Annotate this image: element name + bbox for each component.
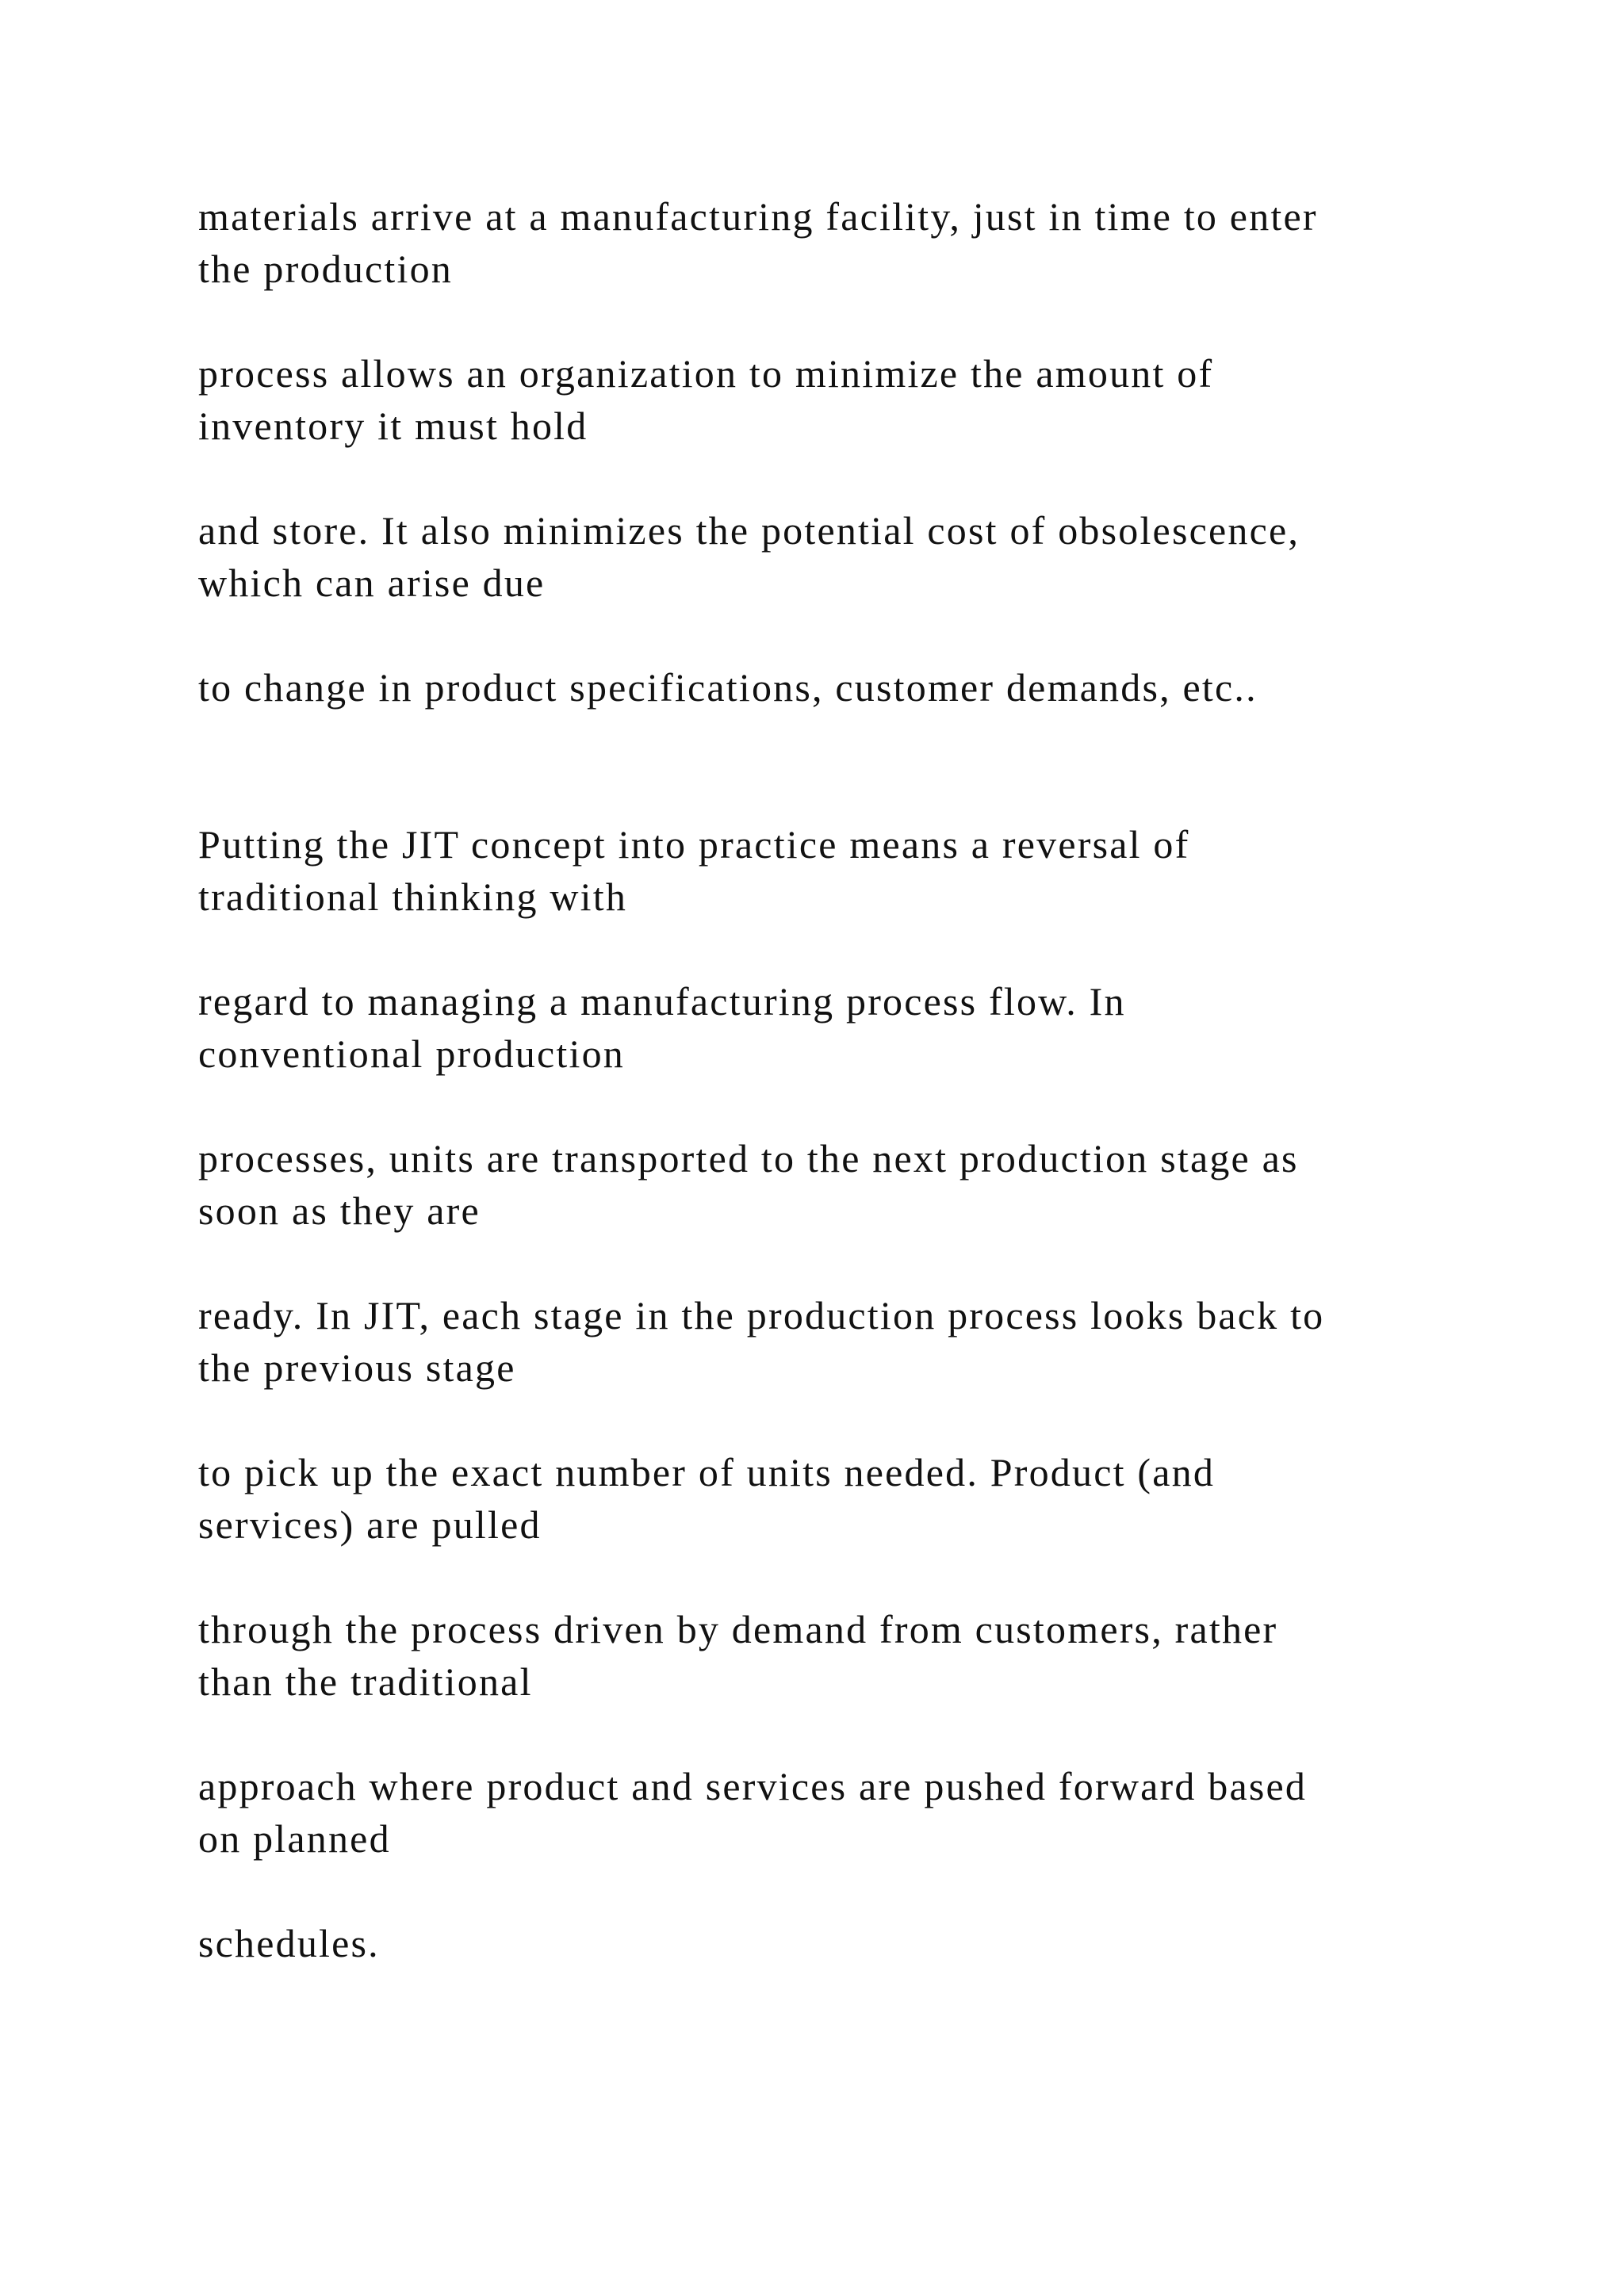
text-line: on planned xyxy=(198,1816,391,1861)
text-line: regard to managing a manufacturing process flow. In xyxy=(198,979,1126,1024)
paragraph-8 xyxy=(198,1289,1467,1394)
text-line: approach where product and services are pushed forward based xyxy=(198,1764,1308,1808)
text-line: materials arrive at a manufacturing facility, just in time to enter xyxy=(198,194,1318,239)
text-line: to change in product specifications, customer demands, etc.. xyxy=(198,665,1258,710)
paragraph-4 xyxy=(198,661,1467,714)
text-line: Putting the JIT concept into practice means a reversal of xyxy=(198,822,1190,867)
paragraph-5 xyxy=(198,818,1467,923)
text-line: soon as they are xyxy=(198,1188,481,1233)
paragraph-7 xyxy=(198,1132,1467,1237)
paragraph-10 xyxy=(198,1603,1467,1708)
text-line: services) are pulled xyxy=(198,1502,542,1547)
text-line: and store. It also minimizes the potential cost of obsolescence, xyxy=(198,508,1300,553)
text-line: through the process driven by demand from customers, rather xyxy=(198,1607,1278,1651)
text-line: process allows an organization to minimize the amount of xyxy=(198,351,1214,396)
paragraph-9 xyxy=(198,1446,1467,1551)
paragraph-2 xyxy=(198,347,1467,452)
text-line: which can arise due xyxy=(198,561,546,605)
text-line: inventory it must hold xyxy=(198,404,588,448)
text-line: the production xyxy=(198,247,454,291)
paragraph-3 xyxy=(198,504,1467,609)
paragraph-11 xyxy=(198,1760,1467,1865)
document-body xyxy=(198,190,1467,2022)
text-line: ready. In JIT, each stage in the production process looks back to xyxy=(198,1293,1325,1337)
text-line: conventional production xyxy=(198,1031,625,1076)
text-line: processes, units are transported to the next production stage as xyxy=(198,1136,1299,1181)
text-line: schedules. xyxy=(198,1921,380,1965)
text-line: the previous stage xyxy=(198,1345,516,1390)
paragraph-6 xyxy=(198,975,1467,1080)
paragraph-1 xyxy=(198,190,1467,295)
text-line: to pick up the exact number of units needed. Product (and xyxy=(198,1450,1216,1494)
text-line: traditional thinking with xyxy=(198,874,628,919)
paragraph-12 xyxy=(198,1917,1467,1969)
text-line: than the traditional xyxy=(198,1659,533,1704)
